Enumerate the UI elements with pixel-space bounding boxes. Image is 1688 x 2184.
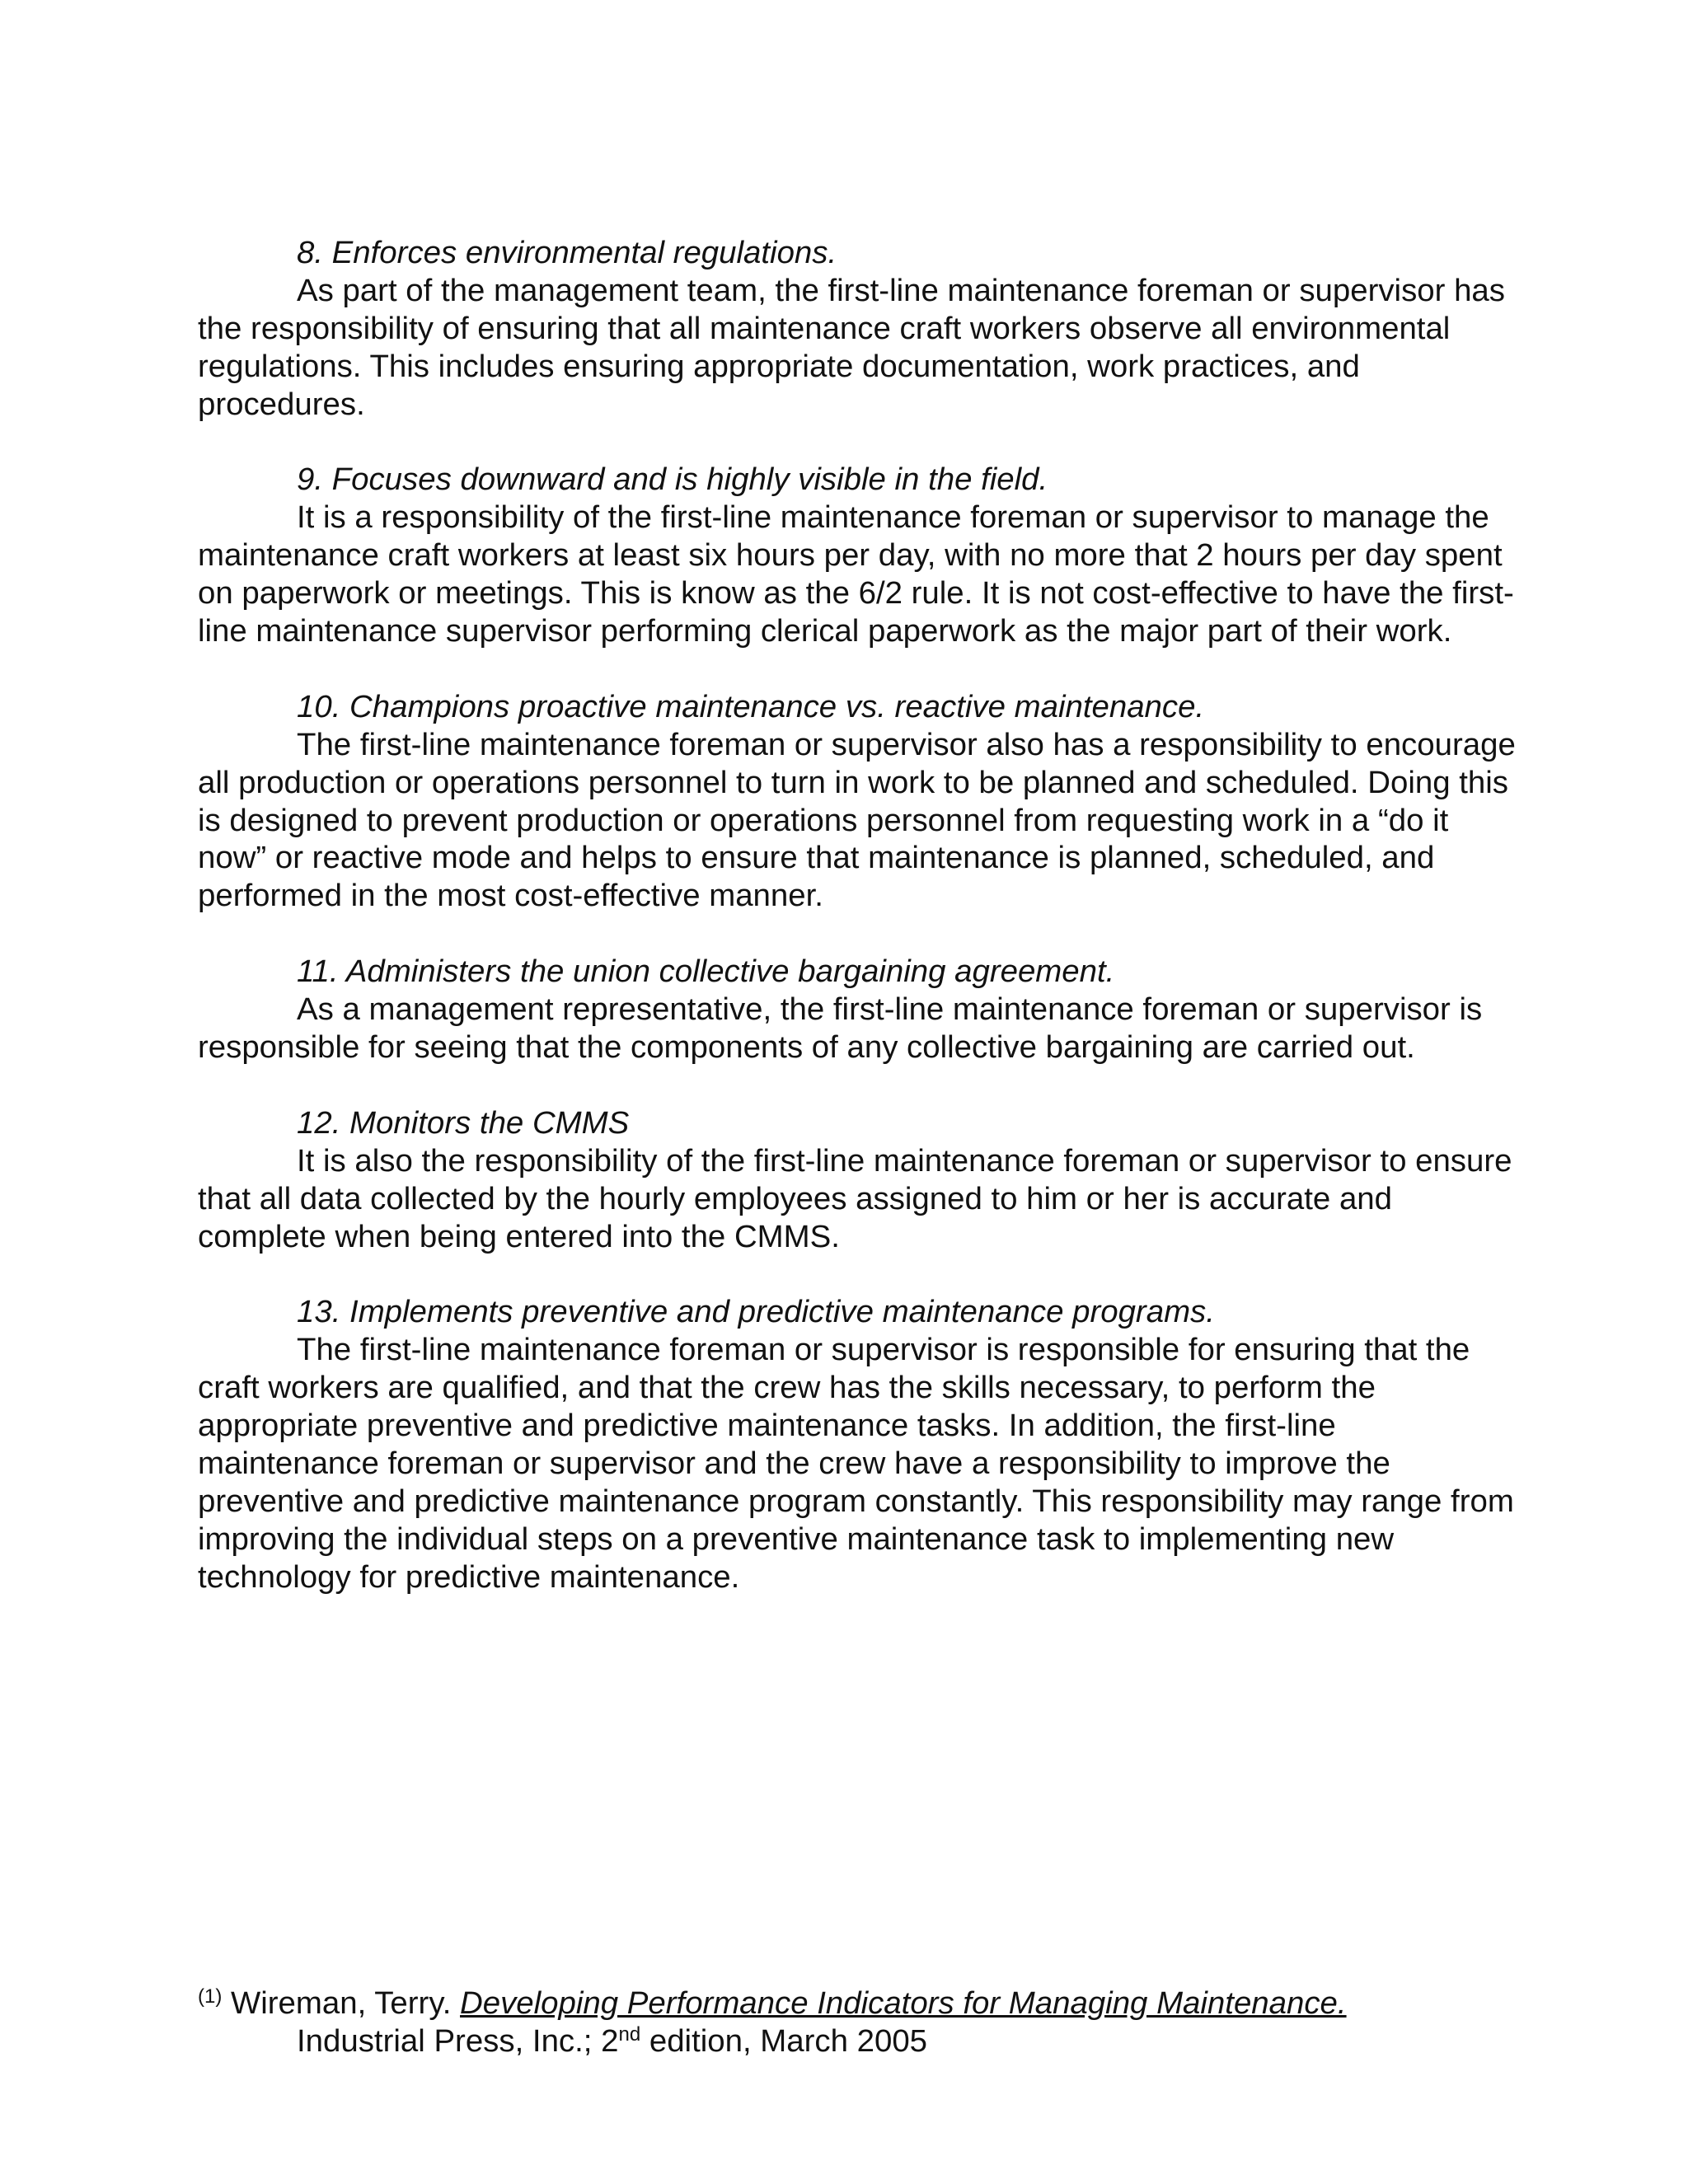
footnote-book-title: Developing Performance Indicators for Managing Maintenance. xyxy=(460,1985,1347,2021)
section-paragraph: It is also the responsibility of the first-line maintenance foreman or supervisor to ensure that all data collected by the hourly employees assigned to him or her is accurate and complete when being entered into the CMMS. xyxy=(198,1142,1512,1254)
section-heading: 9. Focuses downward and is highly visible in the field. xyxy=(297,462,1048,498)
footnote-marker: (1) xyxy=(198,1985,223,2008)
section-10 xyxy=(198,688,1517,915)
section-9 xyxy=(198,461,1517,650)
footnote-publisher-rest: edition, March 2005 xyxy=(640,2022,928,2059)
section-heading: 12. Monitors the CMMS xyxy=(297,1104,630,1141)
document-body xyxy=(198,234,1517,1633)
footnote-edition-suffix: nd xyxy=(618,2022,641,2046)
footnote xyxy=(198,1985,1599,2060)
footnote-publisher: Industrial Press, Inc.; 2 xyxy=(297,2022,619,2059)
section-paragraph: It is a responsibility of the first-line maintenance foreman or supervisor to manage the maintenance craft workers at least six hours per day, with no more that 2 hours per day spent on paperwork or meetings. This is know as the 6/2 rule. It is not cost-effective to have the first-line maintenance supervisor performing clerical paperwork as the major part of their work. xyxy=(198,499,1514,649)
section-paragraph: As part of the management team, the first-line maintenance foreman or supervisor has the responsibility of ensuring that all maintenance craft workers observe all environmental regulations. This includes ensuring appropriate documentation, work practices, and procedures. xyxy=(198,272,1505,422)
section-13 xyxy=(198,1293,1517,1596)
section-paragraph: As a management representative, the first-line maintenance foreman or supervisor is responsible for seeing that the components of any collective bargaining are carried out. xyxy=(198,991,1483,1065)
section-heading: 10. Champions proactive maintenance vs. reactive maintenance. xyxy=(297,688,1205,724)
section-12 xyxy=(198,1104,1517,1256)
section-paragraph: The first-line maintenance foreman or supervisor also has a responsibility to encourage all production or operations personnel to turn in work to be planned and scheduled. Doing this is designed to prevent production or operations personnel from requesting work in a “do it now” or reactive mode and helps to ensure that maintenance is planned, scheduled, and performed in the most cost-effective manner. xyxy=(198,726,1516,914)
footnote-author: Wireman, Terry. xyxy=(222,1985,461,2021)
section-heading: 11. Administers the union collective bargaining agreement. xyxy=(297,954,1115,990)
section-11 xyxy=(198,953,1517,1066)
section-heading: 13. Implements preventive and predictive maintenance programs. xyxy=(297,1294,1215,1330)
footnote-line-2 xyxy=(198,2022,1599,2060)
section-paragraph: The first-line maintenance foreman or supervisor is responsible for ensuring that the craft workers are qualified, and that the crew has the skills necessary, to perform the appropriate preventive and predictive maintenance tasks. In addition, the first-line maintenance foreman or supervisor and the crew have a responsibility to improve the preventive and predictive maintenance program constantly. This responsibility may range from improving the individual steps on a preventive maintenance task to implementing new technology for predictive maintenance. xyxy=(198,1332,1514,1595)
footnote-line-1 xyxy=(198,1985,1599,2022)
section-8 xyxy=(198,234,1517,424)
section-heading: 8. Enforces environmental regulations. xyxy=(297,235,837,270)
